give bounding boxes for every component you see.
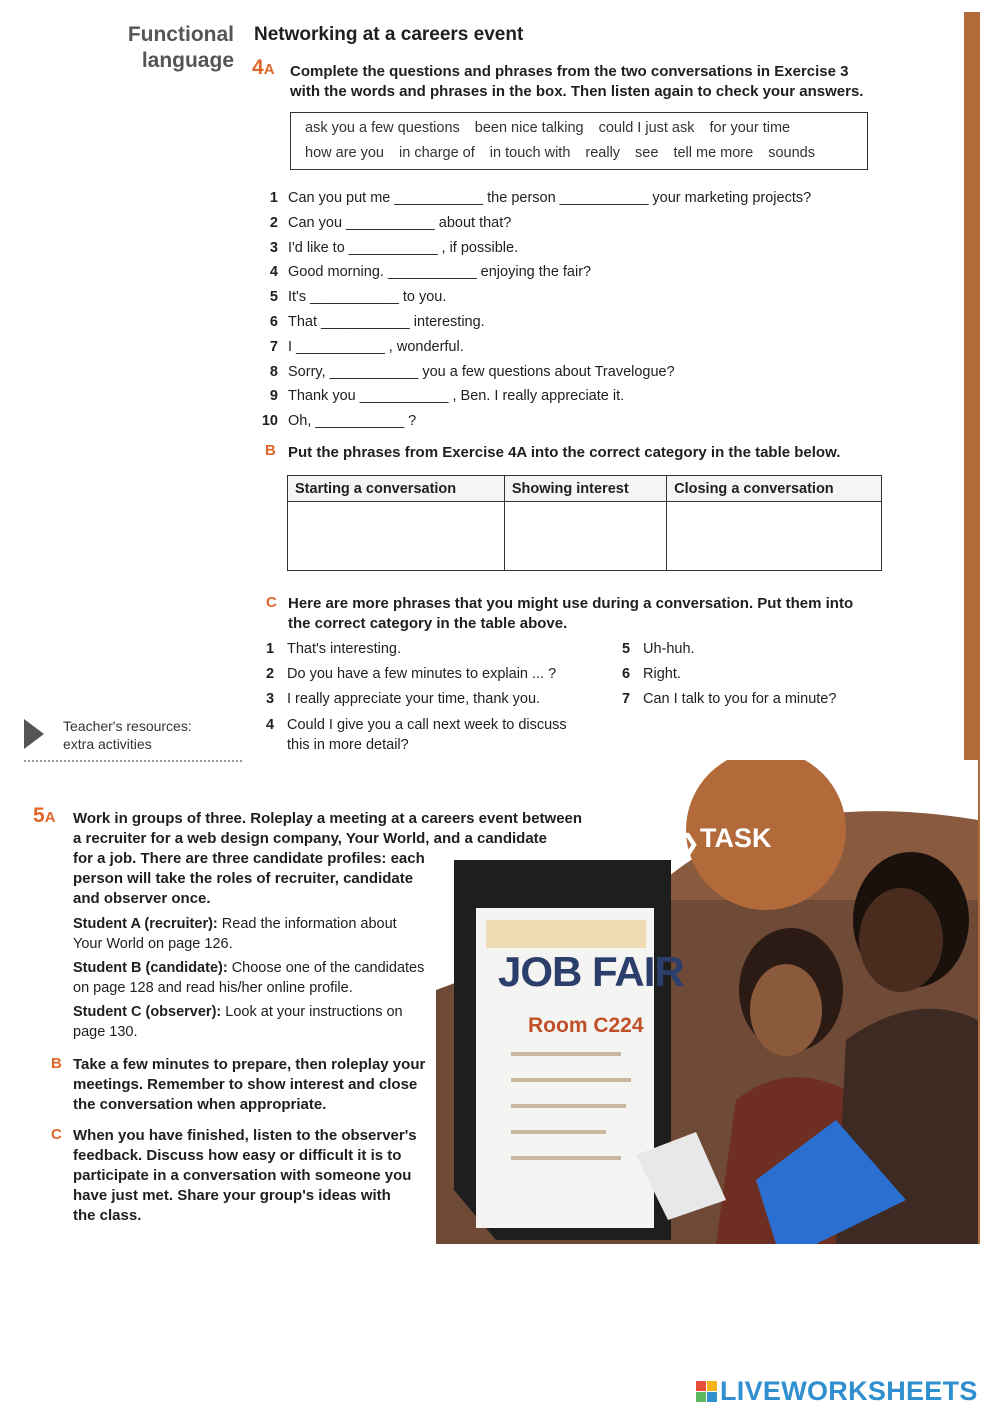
category-table — [287, 475, 882, 571]
category-table-answer-row — [288, 502, 882, 571]
question-number: 4 — [269, 264, 278, 281]
word-option[interactable]: how are you — [305, 145, 384, 161]
phrase-item — [622, 662, 836, 687]
phrase-line: this in more detail? — [287, 737, 409, 753]
answer-cell-interest[interactable] — [504, 502, 666, 571]
exercise-5a-letter: A — [44, 809, 56, 826]
question-item — [256, 211, 876, 236]
phrase-text — [287, 715, 567, 755]
question-text[interactable]: It's ___________ to you. — [288, 289, 447, 306]
teacher-resources-line: Teacher's resources: — [63, 718, 192, 734]
question-list — [256, 186, 876, 434]
word-box-row-1 — [305, 120, 790, 136]
ex5b-line: meetings. Remember to show interest and close — [73, 1076, 418, 1093]
exercise-5c-text — [73, 1126, 417, 1226]
question-number: 8 — [269, 363, 278, 380]
resources-arrow-icon — [24, 719, 44, 749]
student-text: Your World on page 126. — [73, 936, 233, 952]
question-text[interactable]: Oh, ___________ ? — [288, 413, 417, 430]
word-box-row-2 — [305, 145, 815, 161]
phrase-item — [622, 637, 836, 662]
question-number: 9 — [269, 388, 278, 405]
dotted-divider — [24, 760, 242, 762]
phrase-text: That's interesting. — [287, 641, 401, 657]
question-text[interactable]: Sorry, ___________ you a few questions about Travelogue? — [288, 363, 675, 380]
side-heading-line-1: Functional — [127, 23, 234, 46]
poster-banner — [486, 920, 646, 948]
question-text[interactable]: Thank you ___________ , Ben. I really appreciate it. — [288, 388, 625, 405]
phrase-number: 4 — [266, 717, 275, 733]
teacher-resources-line: extra activities — [63, 736, 152, 752]
ex5a-line: and observer once. — [73, 890, 211, 907]
word-option[interactable]: sounds — [768, 145, 815, 161]
question-number: 7 — [269, 338, 278, 355]
phrase-text: I really appreciate your time, thank you. — [287, 691, 541, 707]
word-box — [290, 112, 868, 170]
phrase-item — [266, 687, 567, 712]
ex5c-line: participate in a conversation with someone you — [73, 1167, 412, 1184]
brand-name: LIVEWORKSHEETS — [720, 1376, 978, 1406]
ex5a-line: for a job. There are three candidate profiles: each — [73, 850, 425, 867]
poster-room: Room C224 — [528, 1014, 644, 1037]
student-label: Student A (recruiter): — [73, 916, 218, 932]
phrase-number: 3 — [266, 691, 275, 707]
question-number: 5 — [269, 289, 278, 306]
word-option[interactable]: been nice talking — [474, 120, 584, 136]
phrase-list-right — [622, 637, 836, 712]
woman-face — [750, 964, 822, 1056]
student-a-role — [73, 914, 397, 954]
student-text: Read the information about — [217, 916, 397, 932]
phrase-number: 6 — [622, 666, 631, 682]
task-arrow-icon: ❯ — [680, 830, 701, 857]
ex5b-line: Take a few minutes to prepare, then roleplay your — [73, 1056, 426, 1073]
header-starting-conversation: Starting a conversation — [288, 476, 505, 502]
ex5a-line: a recruiter for a web design company, Your World, and a candidate — [73, 830, 548, 847]
student-label: Student B (candidate): — [73, 960, 228, 976]
question-item — [256, 335, 876, 360]
header-closing-conversation: Closing a conversation — [667, 476, 882, 502]
question-text[interactable]: I'd like to ___________ , if possible. — [288, 239, 519, 256]
phrase-text: Right. — [643, 666, 681, 682]
brand-grid-icon — [696, 1381, 718, 1403]
exercise-4b-instruction: Put the phrases from Exercise 4A into the correct category in the table below. — [288, 444, 841, 461]
exercise-5a-number — [33, 804, 56, 828]
question-item — [256, 360, 876, 385]
question-text[interactable]: Can you ___________ about that? — [288, 214, 512, 231]
instruction-line: the correct category in the table above. — [288, 615, 568, 632]
student-b-role — [73, 958, 424, 998]
question-item — [256, 409, 876, 434]
question-number: 2 — [269, 214, 278, 231]
section-title: Networking at a careers event — [254, 24, 524, 45]
side-heading — [112, 22, 234, 74]
question-item — [256, 260, 876, 285]
student-label: Student C (observer): — [73, 1004, 222, 1020]
exercise-4a-instruction — [290, 62, 863, 102]
ex5c-line: have just met. Share your group's ideas with — [73, 1187, 391, 1204]
phrase-text: Uh-huh. — [643, 641, 695, 657]
student-text: Choose one of the candidates — [227, 960, 425, 976]
teacher-resources[interactable] — [63, 717, 192, 753]
question-item — [256, 236, 876, 261]
phrase-number: 7 — [622, 691, 631, 707]
phrase-item — [266, 662, 567, 687]
student-text: Look at your instructions on — [221, 1004, 403, 1020]
phrase-line: Could I give you a call next week to discuss — [287, 717, 567, 733]
task-badge: TASK — [700, 823, 772, 853]
word-option[interactable]: in touch with — [489, 145, 571, 161]
question-number: 10 — [261, 413, 278, 430]
header-showing-interest: Showing interest — [504, 476, 666, 502]
question-number: 3 — [269, 239, 278, 256]
exercise-5c-letter: C — [51, 1126, 62, 1143]
question-item — [256, 384, 876, 409]
question-item — [256, 310, 876, 335]
student-text: page 130. — [73, 1024, 138, 1040]
ex5a-line: Work in groups of three. Roleplay a meeting at a careers event between — [73, 810, 583, 827]
exercise-5-number: 5 — [33, 804, 45, 827]
question-number: 1 — [269, 190, 278, 206]
student-c-role — [73, 1002, 403, 1042]
phrase-item — [266, 637, 567, 662]
side-heading-line-2: language — [141, 49, 234, 72]
ex5c-line: the class. — [73, 1207, 142, 1224]
question-text[interactable]: Good morning. ___________ enjoying the fair? — [288, 264, 592, 281]
exercise-4a-number — [252, 56, 275, 80]
category-table-header-row — [288, 476, 882, 502]
word-option[interactable]: ask you a few questions — [305, 120, 460, 136]
man-face — [859, 888, 943, 992]
question-text[interactable]: I ___________ , wonderful. — [288, 338, 464, 355]
exercise-5a-text — [73, 809, 582, 909]
ex5c-line: When you have finished, listen to the observer's — [73, 1127, 417, 1144]
phrase-number: 1 — [266, 641, 275, 657]
exercise-4a-letter: A — [263, 61, 275, 78]
phrase-text: Do you have a few minutes to explain ... ? — [287, 666, 557, 682]
exercise-4-number: 4 — [252, 56, 264, 79]
word-option[interactable]: tell me more — [673, 145, 754, 161]
exercise-5b-text — [73, 1055, 425, 1115]
student-text: on page 128 and read his/her online profile. — [73, 980, 353, 996]
phrase-number: 5 — [622, 641, 631, 657]
phrase-text: Can I talk to you for a minute? — [643, 691, 837, 707]
phrase-list-left — [266, 637, 567, 755]
word-option[interactable]: see — [635, 145, 659, 161]
instruction-line: with the words and phrases in the box. Then listen again to check your answers. — [290, 83, 864, 100]
word-option[interactable]: could I just ask — [598, 120, 695, 136]
instruction-line: Complete the questions and phrases from the two conversations in Exercise 3 — [290, 63, 849, 80]
ex5c-line: feedback. Discuss how easy or difficult it is to — [73, 1147, 402, 1164]
phrase-item — [622, 687, 836, 712]
instruction-line: Here are more phrases that you might use during a conversation. Put them into — [288, 595, 854, 612]
phrase-number: 2 — [266, 666, 275, 682]
question-item — [256, 285, 876, 310]
poster-title: JOB FAIR — [498, 948, 684, 995]
exercise-4b-letter: B — [265, 442, 276, 459]
phrase-item — [266, 712, 567, 755]
question-text[interactable]: That ___________ interesting. — [288, 313, 485, 330]
ex5b-line: the conversation when appropriate. — [73, 1096, 327, 1113]
question-item — [256, 186, 876, 211]
exercise-4c-letter: C — [266, 594, 277, 611]
answer-cell-closing[interactable] — [667, 502, 882, 571]
word-option[interactable]: for your time — [709, 120, 791, 136]
exercise-4c-instruction — [288, 594, 853, 634]
question-text[interactable]: Can you put me ___________ the person ___________ your marketing projects? — [288, 190, 812, 206]
word-option[interactable]: in charge of — [399, 145, 475, 161]
question-number: 6 — [269, 313, 278, 330]
answer-cell-starting[interactable] — [288, 502, 505, 571]
exercise-5b-letter: B — [51, 1055, 62, 1072]
word-option[interactable]: really — [585, 145, 621, 161]
liveworksheets-logo[interactable] — [696, 1376, 978, 1407]
ex5a-line: person will take the roles of recruiter, candidate — [73, 870, 414, 887]
